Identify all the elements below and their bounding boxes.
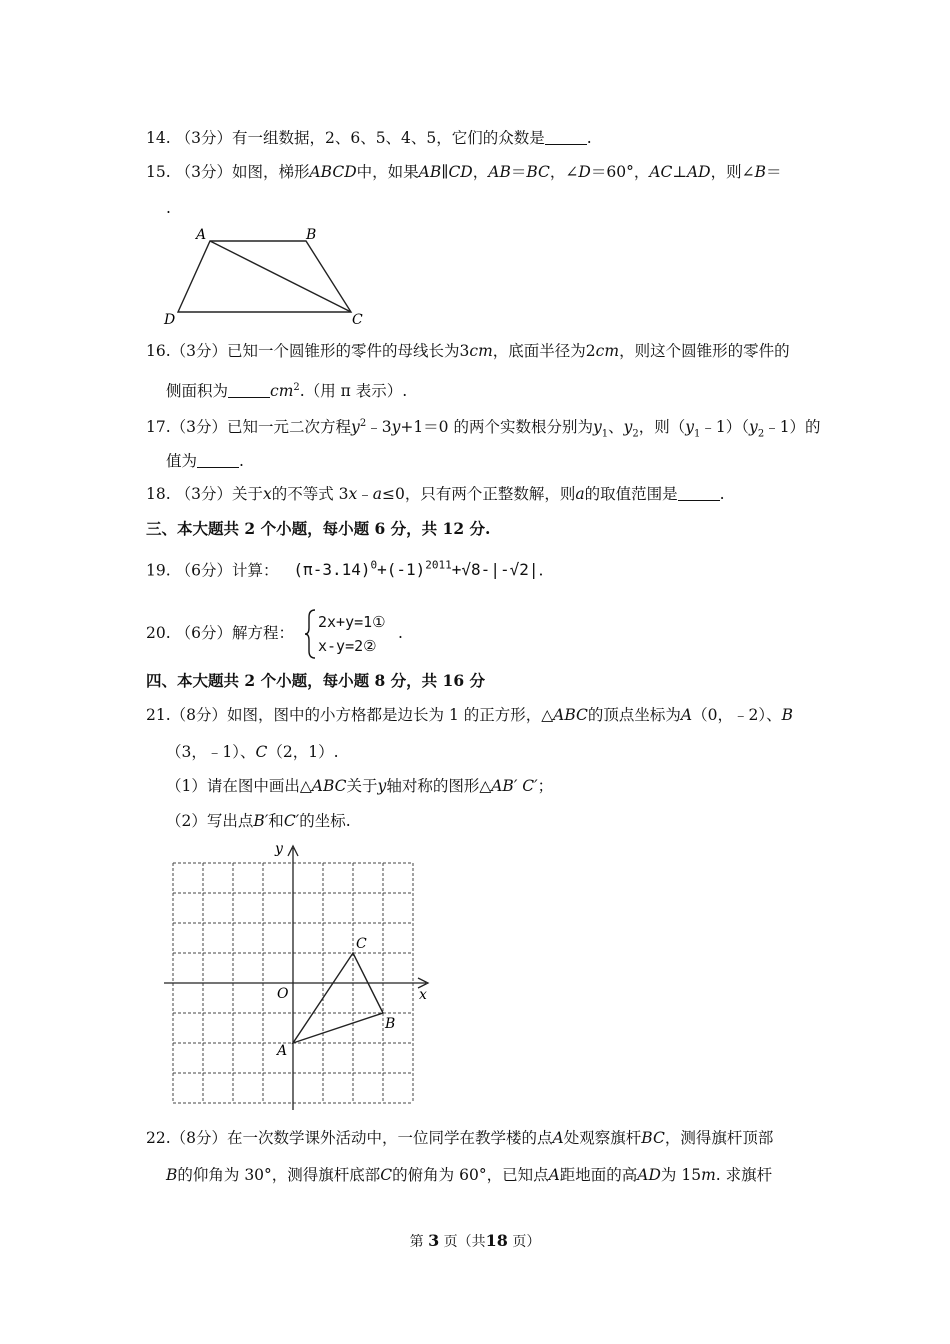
vertex-b-label: B <box>306 227 317 243</box>
question-22-line2: B的仰角为 30°，测得旗杆底部C的俯角为 60°，已知点A距地面的高AD为 15m. 求旗杆 <box>166 1166 773 1184</box>
vertex-c-label: C <box>352 312 363 328</box>
triangle-abc <box>293 953 383 1043</box>
section-4-heading: 四、本大题共 2 个小题，每小题 8 分，共 16 分 <box>146 671 486 690</box>
q19-expression: $(\pi-3.14)^0+(-1)^{2011}+√8-|-√2|$ <box>293 559 539 580</box>
vertex-d-label: D <box>164 312 176 328</box>
question-15: 15. （3分）如图，梯形ABCD中，如果AB∥CD，AB＝BC，∠D＝60°，AC⊥AD，则∠B＝ <box>146 163 782 181</box>
question-17-line2: 值为 . <box>166 452 244 470</box>
answer-blank[interactable] <box>545 130 587 145</box>
question-14: 14. （3分）有一组数据，2、6、5、4、5，它们的众数是 . <box>146 129 592 147</box>
origin-label: O <box>277 986 289 1002</box>
question-18: 18. （3分）关于x的不等式 3x﹣a≤0，只有两个正整数解，则a的取值范围是 . <box>146 485 725 503</box>
answer-blank[interactable] <box>678 486 720 501</box>
point-a-label: A <box>277 1043 288 1059</box>
section-3-heading: 三、本大题共 2 个小题，每小题 6 分，共 12 分. <box>146 519 491 538</box>
question-21: 21.（8分）如图，图中的小方格都是边长为 1 的正方形，△ABC的顶点坐标为A（0，﹣2）、B <box>146 706 793 724</box>
equation-1: 2x+y=1① <box>318 613 386 631</box>
question-22: 22.（8分）在一次数学课外活动中，一位同学在教学楼的点A处观察旗杆BC，测得旗杆顶部 <box>146 1129 774 1147</box>
coordinate-grid-figure <box>160 836 440 1112</box>
question-16: 16.（3分）已知一个圆锥形的零件的母线长为3cm，底面半径为2cm，则这个圆锥形的零件的 <box>146 342 790 360</box>
question-21-part1: （1）请在图中画出△ABC关于y轴对称的图形△AB′ C′； <box>166 777 554 795</box>
question-16-line2: 侧面积为 $cm^2$.（用 π 表示）. <box>166 382 408 401</box>
point-c-label: C <box>356 936 367 952</box>
vertex-a-label: A <box>196 227 207 243</box>
page-footer: 第 3 页（共18 页） <box>409 1231 541 1250</box>
question-19: 19. （6分）计算： $(\pi-3.14)^0+(-1)^{2011}+√8-|-√2|$. <box>146 559 544 580</box>
trapezoid-figure <box>160 222 375 330</box>
answer-blank[interactable] <box>197 453 239 468</box>
system-brace <box>303 608 317 660</box>
q20-end: . <box>398 624 403 642</box>
total-pages: 18 <box>485 1231 508 1250</box>
x-axis-label: x <box>419 987 427 1003</box>
q20-equations <box>318 610 386 658</box>
point-b-label: B <box>385 1016 396 1032</box>
answer-blank[interactable] <box>228 383 270 398</box>
diagonal-ac <box>210 241 351 312</box>
question-17: 17.（3分）已知一元二次方程$y^2﹣3y+1=0$ 的两个实数根分别为$y_1$、$y_2$，则$(y_1﹣1)(y_2﹣1)$的 <box>146 418 821 440</box>
question-21-line2: （3，﹣1）、C（2，1）. <box>166 743 339 761</box>
equation-2: x-y=2② <box>318 637 377 655</box>
question-21-part2: （2）写出点B′和C′的坐标. <box>166 812 351 830</box>
question-20: 20. （6分）解方程： <box>146 624 294 642</box>
y-axis <box>288 846 298 1110</box>
y-axis-label: y <box>275 841 283 857</box>
trapezoid-shape <box>178 241 351 312</box>
page-number: 3 <box>428 1231 440 1250</box>
question-15-end: . <box>166 199 171 217</box>
x-axis <box>164 978 428 988</box>
